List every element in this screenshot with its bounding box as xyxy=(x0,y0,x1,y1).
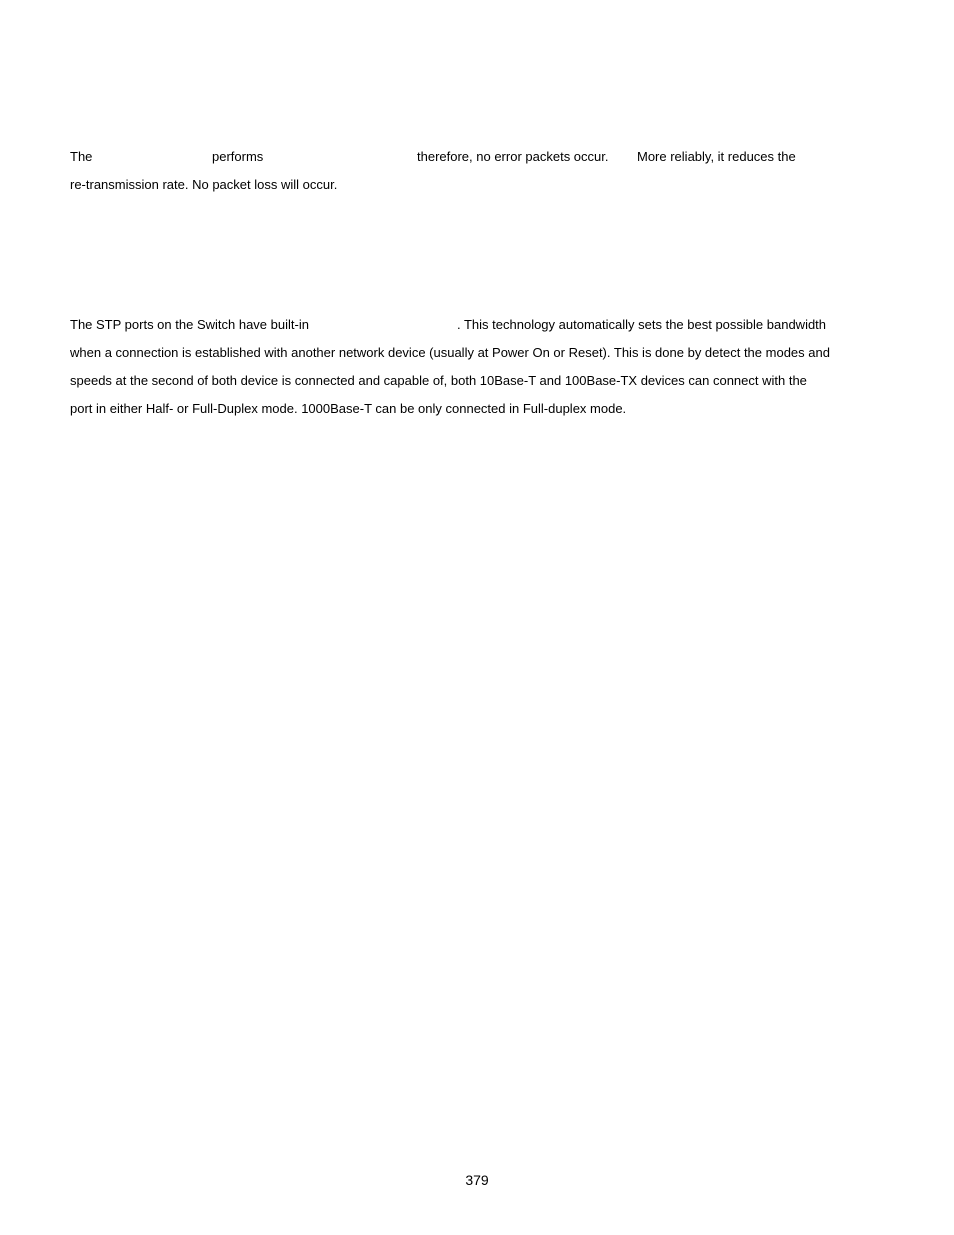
paragraph1-line2: re-transmission rate. No packet loss will occur. xyxy=(70,177,338,192)
paragraph1-line1-seg2: performs xyxy=(212,149,264,164)
paragraph1-line1-seg1: The xyxy=(70,149,93,164)
paragraph2-line2: when a connection is established with another network device (usually at Power On or Reset). This is done by detect the modes and xyxy=(70,345,830,360)
paragraph2-line3: speeds at the second of both device is connected and capable of, both 10Base-T and 100Base-TX devices can connect with the xyxy=(70,373,807,388)
page-number: 379 xyxy=(465,1172,489,1188)
paragraph1-line1-seg4: More reliably, it reduces the xyxy=(637,149,796,164)
paragraph2-line4: port in either Half- or Full-Duplex mode. 1000Base-T can be only connected in Full-duplex mode. xyxy=(70,401,627,416)
paragraph2-line1-seg2: . This technology automatically sets the best possible bandwidth xyxy=(457,317,827,332)
paragraph1-line1-seg3: therefore, no error packets occur. xyxy=(417,149,609,164)
paragraph2-line1-seg1: The STP ports on the Switch have built-in xyxy=(70,317,309,332)
